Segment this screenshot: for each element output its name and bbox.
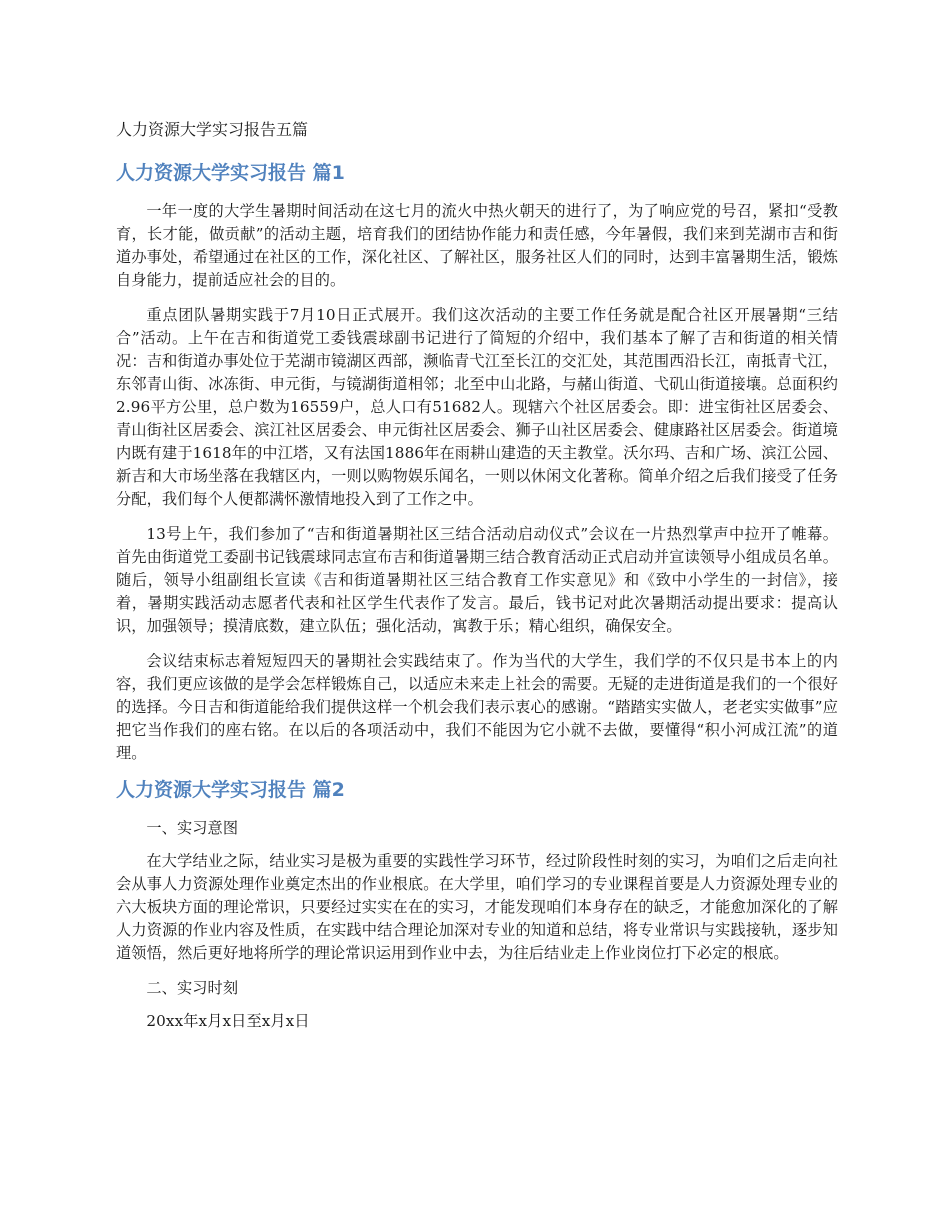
paragraph: 20xx年x月x日至x月x日 bbox=[146, 1012, 310, 1030]
document-title: 人力资源大学实习报告五篇 bbox=[116, 120, 309, 139]
section-heading: 人力资源大学实习报告 篇2 bbox=[116, 779, 345, 801]
section-2 bbox=[116, 777, 838, 1033]
document-page bbox=[116, 118, 838, 1045]
paragraph: 13号上午，我们参加了“吉和街道暑期社区三结合活动启动仪式”会议在一片热烈掌声中拉开了帷幕。首先由街道党工委副书记钱震球同志宣布吉和街道暑期三结合教育活动正式启动并宣读领导小组成员名单。随后，领导小组副组长宣读《吉和街道暑期社区三结合教育工作实意见》和《致中小学生的一封信》，接着，暑期实践活动志愿者代表和社区学生代表作了发言。最后，钱书记对此次暑期活动提出要求：提高认识，加强领导；摸清底数，建立队伍；强化活动，寓教于乐；精心组织，确保安全。 bbox=[116, 525, 838, 635]
paragraph: 会议结束标志着短短四天的暑期社会实践结束了。作为当代的大学生，我们学的不仅只是书本上的内容，我们更应该做的是学会怎样锻炼自己，以适应未来走上社会的需要。无疑的走进街道是我们的一个很好的选择。今日吉和街道能给我们提供这样一个机会我们表示衷心的感谢。“踏踏实实做人，老老实实做事”应把它当作我们的座右铭。在以后的各项活动中，我们不能因为它小就不去做，要懂得“积小河成江流”的道理。 bbox=[116, 652, 838, 762]
section-heading: 人力资源大学实习报告 篇1 bbox=[116, 162, 345, 184]
paragraph: 在大学结业之际，结业实习是极为重要的实践性学习环节，经过阶段性时刻的实习，为咱们之后走向社会从事人力资源处理作业奠定杰出的作业根底。在大学里，咱们学习的专业课程首要是人力资源处理专业的六大板块方面的理论常识，只要经过实实在在的实习，才能发现咱们本身存在的缺乏，才能愈加深化的了解人力资源的作业内容及性质，在实践中结合理论加深对专业的知道和总结，将专业常识与实践接轨，逐步知道领悟，然后更好地将所学的理论常识运用到作业中去，为往后结业走上作业岗位打下必定的根底。 bbox=[116, 852, 838, 962]
paragraph: 一、实习意图 bbox=[146, 819, 239, 837]
section-1 bbox=[116, 160, 838, 765]
paragraph: 一年一度的大学生暑期时间活动在这七月的流火中热火朝天的进行了，为了响应党的号召，紧扣“受教育，长才能，做贡献”的活动主题，培育我们的团结协作能力和责任感，今年暑假，我们来到芜湖市吉和街道办事处，希望通过在社区的工作，深化社区、了解社区，服务社区人们的同时，达到丰富暑期生活，锻炼自身能力，提前适应社会的目的。 bbox=[116, 202, 838, 289]
paragraph: 重点团队暑期实践于7月10日正式展开。我们这次活动的主要工作任务就是配合社区开展暑期“三结合”活动。上午在吉和街道党工委钱震球副书记进行了简短的介绍中，我们基本了解了吉和街道的相关情况：吉和街道办事处位于芜湖市镜湖区西部，濒临青弋江至长江的交汇处，其范围西沿长江，南抵青弋江，东邻青山街、冰冻街、申元街，与镜湖街道相邻；北至中山北路，与赭山街道、弋矶山街道接壤。总面积约2.96平方公里，总户数为16559户，总人口有51682人。现辖六个社区居委会。即：进宝街社区居委会、青山街社区居委会、滨江社区居委会、申元街社区居委会、狮子山社区居委会、健康路社区居委会。街道境内既有建于1618年的中江塔，又有法国1886年在雨耕山建造的天主教堂。沃尔玛、吉和广场、滨江公园、新吉和大市场坐落在我辖区内，一则以购物娱乐闻名，一则以休闲文化著称。简单介绍之后我们接受了任务分配，我们每个人便都满怀激情地投入到了工作之中。 bbox=[116, 306, 838, 508]
paragraph: 二、实习时刻 bbox=[146, 979, 239, 997]
